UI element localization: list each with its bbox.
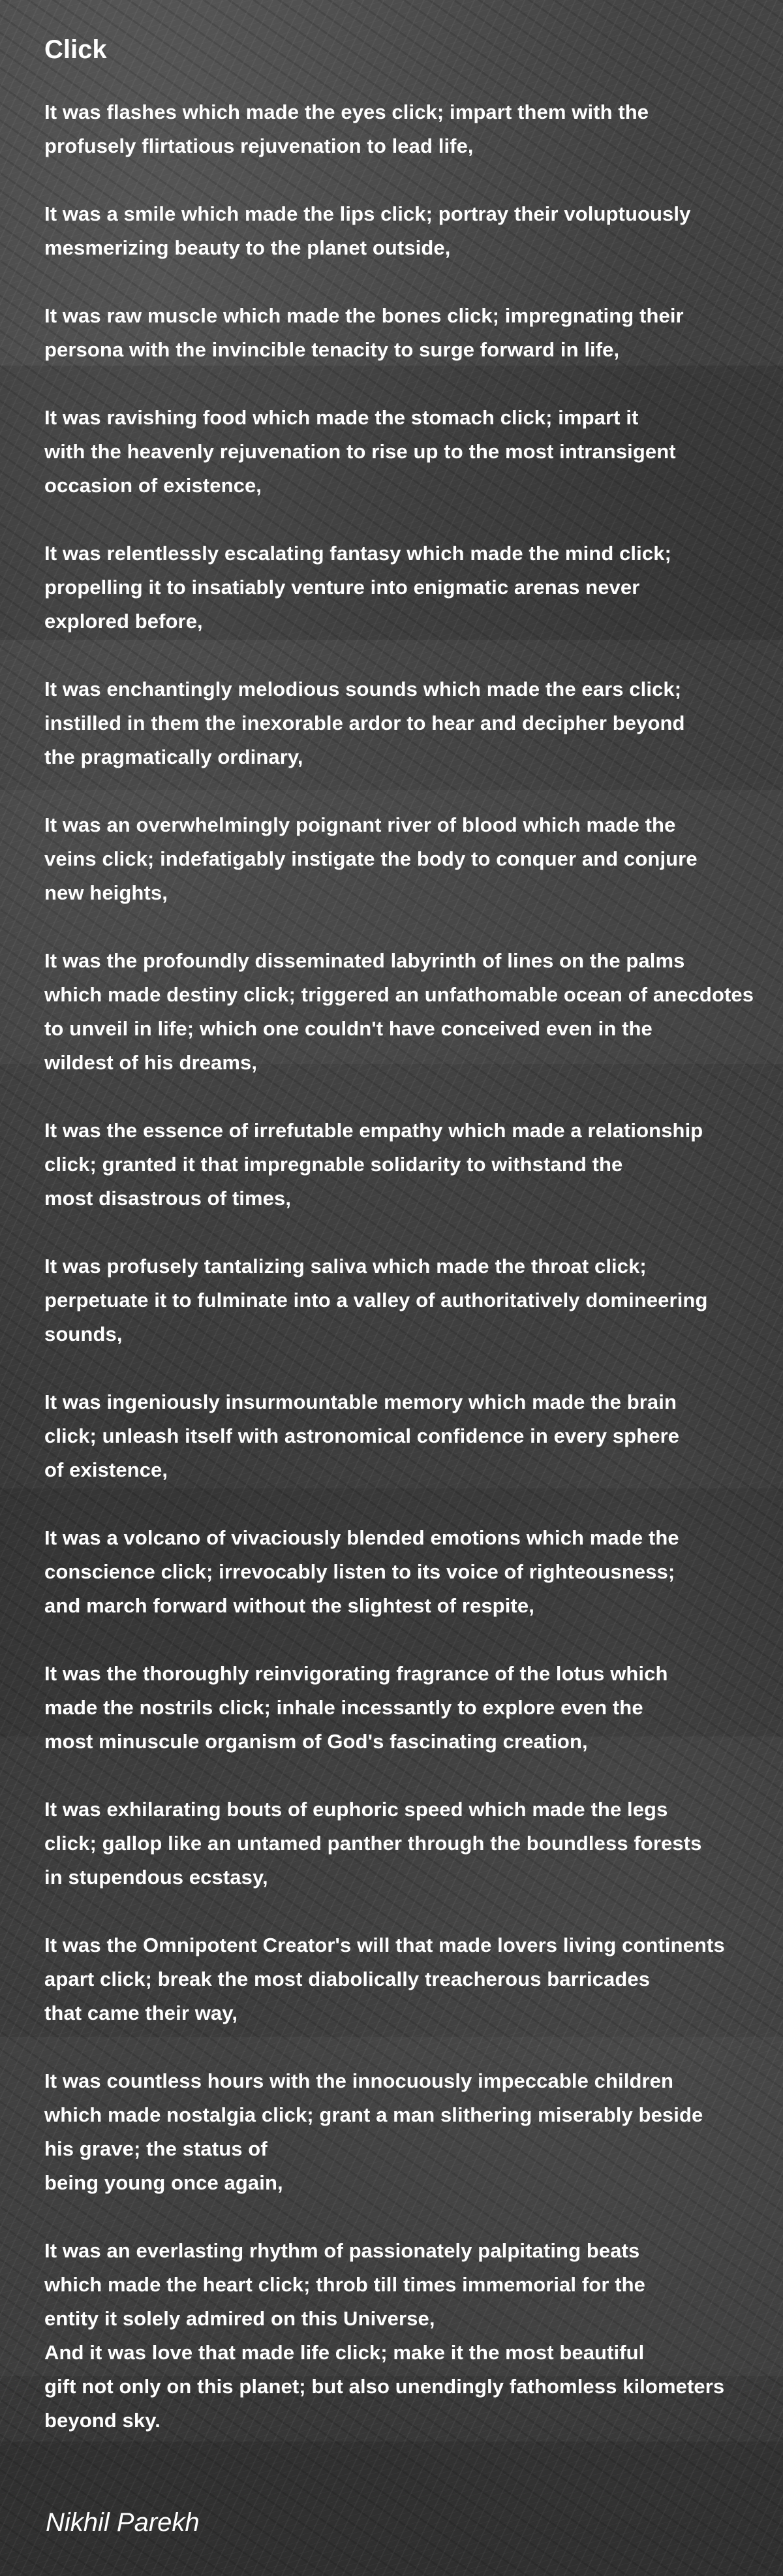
poem-line: And it was love that made life click; make it the most beautiful <box>44 2341 645 2364</box>
poem-line: conscience click; irrevocably listen to its voice of righteousness; <box>44 1560 675 1583</box>
poem-line: occasion of existence, <box>44 474 262 497</box>
poem-stanza <box>44 299 775 367</box>
poem-line: in stupendous ecstasy, <box>44 1866 268 1889</box>
poem-line: It was a smile which made the lips click; portray their voluptuously <box>44 202 691 225</box>
poem-line: It was the Omnipotent Creator's will that made lovers living continents <box>44 1934 725 1956</box>
poem-stanza <box>44 808 775 910</box>
poem-line: apart click; break the most diabolically treacherous barricades <box>44 1968 651 1990</box>
poem-line: wildest of his dreams, <box>44 1051 258 1074</box>
poem-stanza <box>44 672 775 774</box>
poem-line: gift not only on this planet; but also unendingly fathomless kilometers <box>44 2375 725 2398</box>
poem-line: It was ingeniously insurmountable memory which made the brain <box>44 1390 677 1413</box>
poem-stanza <box>44 944 775 1080</box>
poem-line: It was an everlasting rhythm of passionately palpitating beats <box>44 2239 640 2262</box>
poem-line: explored before, <box>44 610 203 633</box>
poem-stanza <box>44 95 775 163</box>
poem-stanza <box>44 1249 775 1351</box>
poem-line: It was ravishing food which made the stomach click; impart it <box>44 406 639 429</box>
poem-line: of existence, <box>44 1458 168 1481</box>
poem-line: persona with the invincible tenacity to surge forward in life, <box>44 338 620 361</box>
poem-line: It was the profoundly disseminated labyrinth of lines on the palms <box>44 949 685 972</box>
poem-line: It was a volcano of vivaciously blended emotions which made the <box>44 1526 679 1549</box>
poem-stanza <box>44 1385 775 1487</box>
poem-line: It was relentlessly escalating fantasy which made the mind click; <box>44 542 671 565</box>
poem-line: and march forward without the slightest of respite, <box>44 1594 534 1617</box>
poem-stanza <box>44 537 775 638</box>
poem-line: being young once again, <box>44 2171 283 2194</box>
poem-line: new heights, <box>44 881 168 904</box>
poem-author: Nikhil Parekh <box>46 2508 200 2537</box>
poem-line: profusely flirtatious rejuvenation to lead life, <box>44 134 474 157</box>
poem-line: propelling it to insatiably venture into enigmatic arenas never <box>44 576 640 599</box>
poem-stanza <box>44 401 775 503</box>
poem-line: click; gallop like an untamed panther through the boundless forests <box>44 1832 702 1855</box>
poem-line: It was the essence of irrefutable empathy which made a relationship <box>44 1119 703 1142</box>
poem-line: most disastrous of times, <box>44 1187 292 1210</box>
poem-line: sounds, <box>44 1323 123 1345</box>
poem-line: perpetuate it to fulminate into a valley of authoritatively domineering <box>44 1289 708 1312</box>
poem-stanza <box>44 2064 775 2200</box>
poem-line: mesmerizing beauty to the planet outside, <box>44 236 451 259</box>
poem-stanza <box>44 1793 775 1894</box>
poem-line: beyond sky. <box>44 2409 161 2432</box>
poem-stanza <box>44 1928 775 2030</box>
poem-line: veins click; indefatigably instigate the body to conquer and conjure <box>44 847 698 870</box>
poem-line: It was flashes which made the eyes click; impart them with the <box>44 101 649 123</box>
poem-line: click; unleash itself with astronomical confidence in every sphere <box>44 1424 680 1447</box>
poem-title: Click <box>44 35 107 64</box>
poem-stanza <box>44 1114 775 1216</box>
poem-line: It was an overwhelmingly poignant river of blood which made the <box>44 813 676 836</box>
poem-line: It was profusely tantalizing saliva which made the throat click; <box>44 1255 647 1278</box>
poem-line: instilled in them the inexorable ardor to hear and decipher beyond <box>44 712 685 734</box>
poem-line: It was raw muscle which made the bones click; impregnating their <box>44 304 684 327</box>
poem-line: which made destiny click; triggered an unfathomable ocean of anecdotes <box>44 983 754 1006</box>
poem-line: which made the heart click; throb till times immemorial for the <box>44 2273 645 2296</box>
poem-line: click; granted it that impregnable solidarity to withstand the <box>44 1153 623 1176</box>
poem-line: most minuscule organism of God's fascinating creation, <box>44 1730 588 1753</box>
poem-card <box>44 31 775 2472</box>
poem-line: the pragmatically ordinary, <box>44 746 303 768</box>
poem-line: with the heavenly rejuvenation to rise up to the most intransigent <box>44 440 676 463</box>
poem-line: made the nostrils click; inhale incessantly to explore even the <box>44 1696 643 1719</box>
poem-line: It was the thoroughly reinvigorating fragrance of the lotus which <box>44 1662 668 1685</box>
poem-line: entity it solely admired on this Universe, <box>44 2307 435 2330</box>
poem-line: which made nostalgia click; grant a man slithering miserably beside <box>44 2103 703 2126</box>
poem-line: his grave; the status of <box>44 2137 268 2160</box>
poem-stanza <box>44 197 775 265</box>
poem-stanza <box>44 2234 775 2438</box>
poem-line: It was exhilarating bouts of euphoric speed which made the legs <box>44 1798 668 1821</box>
poem-body <box>44 95 775 2438</box>
poem-stanza <box>44 1657 775 1759</box>
poem-line: It was enchantingly melodious sounds which made the ears click; <box>44 678 682 700</box>
poem-line: to unveil in life; which one couldn't have conceived even in the <box>44 1017 652 1040</box>
poem-line: It was countless hours with the innocuously impeccable children <box>44 2069 674 2092</box>
poem-stanza <box>44 1521 775 1623</box>
poem-line: that came their way, <box>44 2002 238 2024</box>
